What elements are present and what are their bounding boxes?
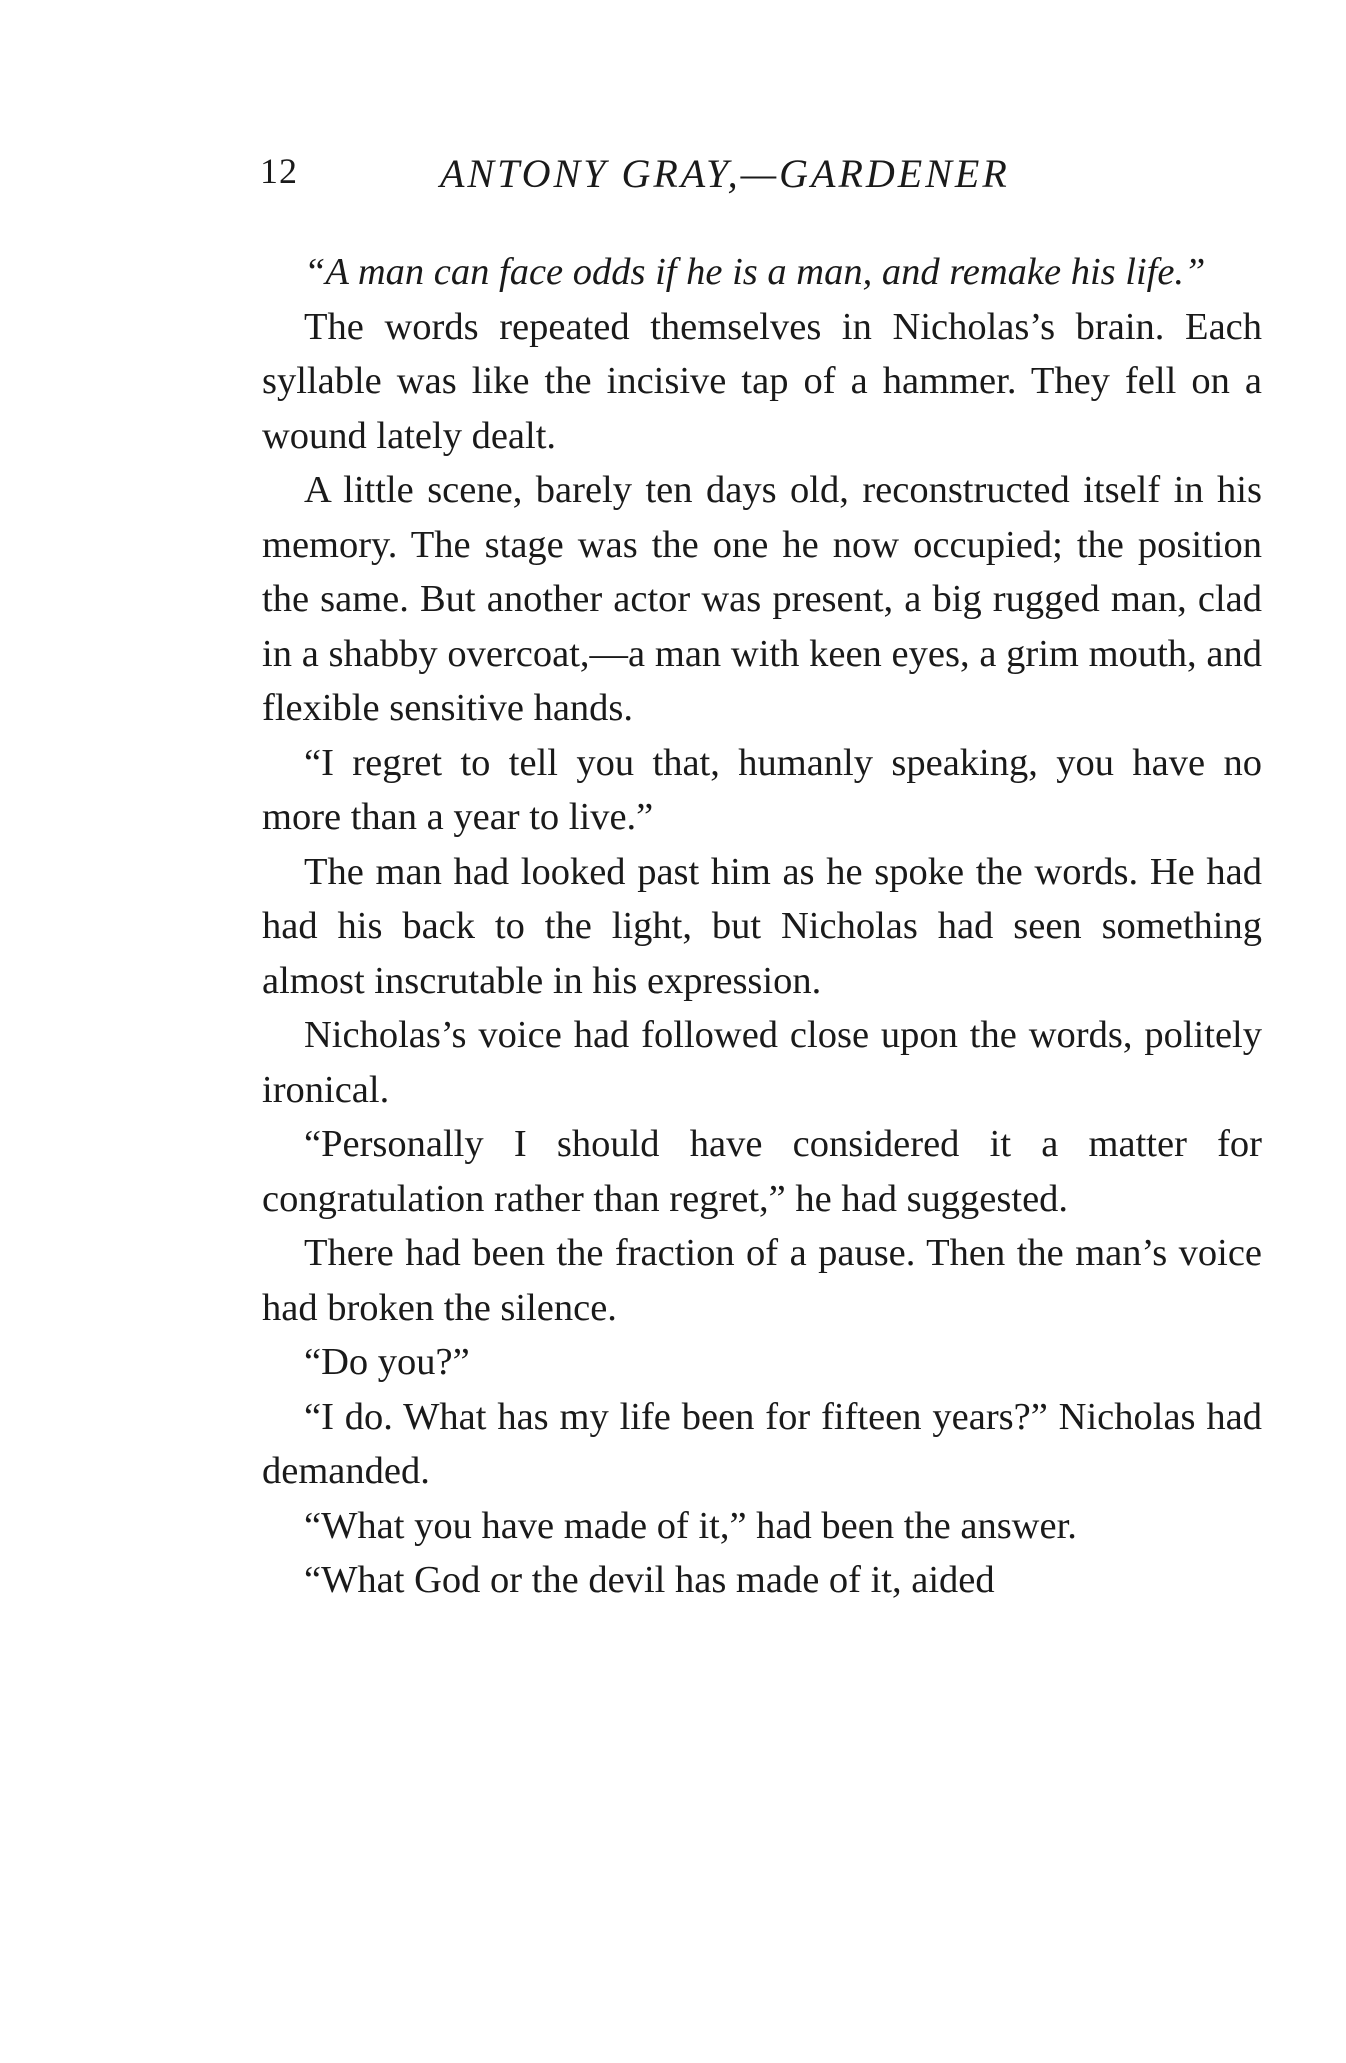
paragraph: A little scene, barely ten days old, reconstructed itself in his memory. The stage was the one he now occupied; the position the same. But another actor was present, a big rugged man, clad in a shabby overcoat,—a man with keen eyes, a grim mouth, and flexible sensitive hands.	[262, 469, 1262, 729]
page-number: 12	[260, 151, 298, 191]
paragraph: The words repeated themselves in Nicholas’s brain. Each syllable was like the incisive tap of a hammer. They fell on a wound lately dealt.	[262, 305, 1262, 457]
paragraph: Nicholas’s voice had followed close upon the words, politely ironical.	[262, 1014, 1262, 1111]
paragraph: There had been the fraction of a pause. Then the man’s voice had broken the silence.	[262, 1232, 1262, 1329]
body-text	[262, 245, 1262, 1608]
paragraph: “I regret to tell you that, humanly speaking, you have no more than a year to live.”	[262, 741, 1262, 838]
running-title: ANTONY GRAY,—GARDENER	[440, 151, 1010, 196]
page-header	[0, 150, 1346, 210]
paragraph: “What God or the devil has made of it, aided	[304, 1559, 995, 1601]
paragraph: “What you have made of it,” had been the answer.	[304, 1504, 1077, 1547]
paragraph: “Do you?”	[304, 1341, 470, 1383]
paragraph: “Personally I should have considered it a matter for congratulation rather than regret,” he had suggested.	[262, 1123, 1262, 1220]
paragraph: “I do. What has my life been for fifteen years?” Nicholas had demanded.	[262, 1395, 1262, 1492]
paragraph: The man had looked past him as he spoke the words. He had had his back to the light, but Nicholas had seen something almost inscrutable in his expression.	[262, 850, 1262, 1002]
paragraph: “A man can face odds if he is a man, and remake his life.”	[304, 251, 1206, 293]
